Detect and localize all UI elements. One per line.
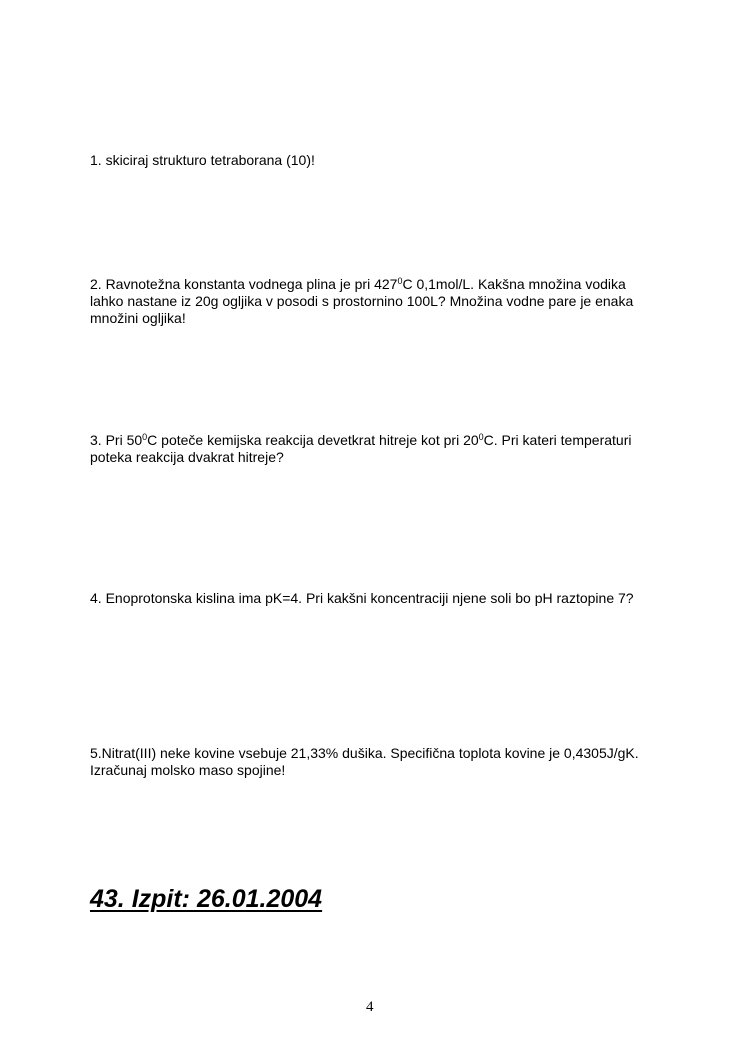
question-3-text-start: 3. Pri 50 bbox=[90, 432, 143, 448]
question-3-text-end: C. Pri kateri temperaturi poteka reakcija dvakrat hitreje? bbox=[90, 432, 632, 465]
question-2-text-start: 2. Ravnotežna konstanta vodnega plina je pri 427 bbox=[90, 276, 398, 292]
question-3 bbox=[90, 432, 650, 466]
question-3-text-middle: C poteče kemijska reakcija devetkrat hitreje kot pri 20 bbox=[147, 432, 479, 448]
page-number: 4 bbox=[366, 999, 374, 1015]
question-4-text: 4. Enoprotonska kislina ima pK=4. Pri kakšni koncentraciji njene soli bo pH raztopine 7? bbox=[90, 590, 634, 606]
question-5-text: 5.Nitrat(III) neke kovine vsebuje 21,33% dušika. Specifična toplota kovine je 0,4305J/gK. Izračunaj molsko maso spojine! bbox=[90, 745, 639, 778]
question-5 bbox=[90, 745, 650, 779]
question-1-text: 1. skiciraj strukturo tetraborana (10)! bbox=[90, 152, 315, 168]
question-4 bbox=[90, 590, 650, 607]
exam-heading: 43. Izpit: 26.01.2004 bbox=[90, 885, 323, 913]
question-2-text-end: C 0,1mol/L. Kakšna množina vodika lahko nastane iz 20g ogljika v posodi s prostornino 100L? Množina vodne pare je enaka množini ogljika! bbox=[90, 276, 634, 326]
degree-superscript: 0 bbox=[397, 276, 403, 286]
degree-superscript: 0 bbox=[478, 432, 484, 442]
question-2 bbox=[90, 276, 650, 327]
degree-superscript: 0 bbox=[142, 432, 148, 442]
question-1 bbox=[90, 152, 650, 169]
